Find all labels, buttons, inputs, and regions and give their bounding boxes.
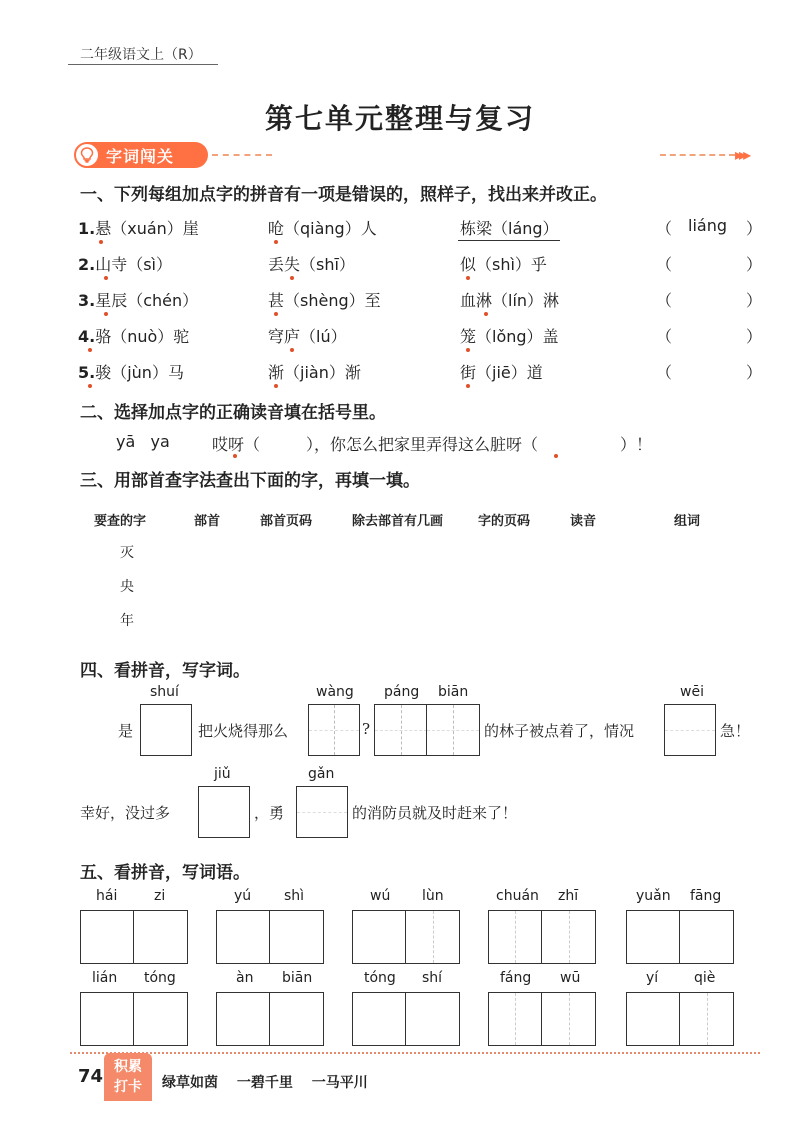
footer-divider — [70, 1052, 760, 1054]
emphasis-dot — [290, 276, 294, 280]
word-box-pair[interactable] — [80, 992, 188, 1046]
dash-divider-right — [660, 154, 735, 156]
emphasis-dot — [104, 276, 108, 280]
answer-blank-2[interactable] — [590, 430, 620, 450]
col-radical: 部首 — [194, 514, 221, 529]
pinyin: gǎn — [308, 766, 335, 782]
word-box-pair[interactable] — [216, 910, 324, 964]
word-box-pair[interactable] — [352, 992, 460, 1046]
page-title: 第七单元整理与复习 — [264, 102, 535, 135]
pinyin: wàng — [316, 684, 354, 700]
section-badge — [76, 142, 208, 168]
emphasis-dot — [484, 312, 488, 316]
write-box[interactable] — [308, 704, 360, 756]
word-box-pair[interactable] — [216, 992, 324, 1046]
dash-divider-left — [212, 154, 272, 156]
col-strokes: 除去部首有几画 — [352, 514, 444, 529]
answer-field[interactable] — [688, 252, 738, 272]
emphasis-dot — [274, 312, 278, 316]
item-c: 栋梁（láng） — [460, 219, 559, 238]
pinyin: shuí — [150, 684, 179, 700]
pinyin: páng — [384, 684, 420, 700]
word-box-pair[interactable] — [626, 992, 734, 1046]
word-box-pair[interactable] — [488, 992, 596, 1046]
pinyin: wēi — [680, 684, 704, 700]
header-divider — [68, 64, 218, 65]
emphasis-dot — [466, 348, 470, 352]
emphasis-dot — [466, 276, 470, 280]
section1-heading: 一、下列每组加点字的拼音有一项是错误的，照样子，找出来并改正。 — [80, 185, 607, 205]
write-box[interactable] — [140, 704, 192, 756]
col-reading: 读音 — [570, 514, 597, 529]
section2-heading: 二、选择加点字的正确读音填在括号里。 — [80, 403, 386, 423]
word-box-pair[interactable] — [352, 910, 460, 964]
emphasis-dot — [274, 384, 278, 388]
footer-idioms: 绿草如茵 一碧千里 一马平川 — [162, 1075, 368, 1091]
emphasis-dot — [99, 240, 103, 244]
emphasis-dot — [466, 384, 470, 388]
lookup-char: 灭 — [120, 545, 134, 561]
emphasis-dot — [104, 312, 108, 316]
answer-field[interactable] — [688, 324, 738, 344]
lookup-char: 年 — [120, 613, 134, 629]
lookup-char: 央 — [120, 579, 134, 595]
col-char-page: 字的页码 — [478, 514, 531, 529]
row-number: 1. — [78, 219, 96, 238]
pinyin-options: yā ya — [116, 432, 170, 451]
emphasis-dot — [233, 454, 237, 458]
section4-heading: 四、看拼音，写字词。 — [80, 661, 250, 681]
sentence-part-b: ），你怎么把家里弄得这么脏呀（ — [306, 435, 539, 454]
col-radical-page: 部首页码 — [260, 514, 313, 529]
emphasis-dot — [274, 240, 278, 244]
pinyin: biān — [438, 684, 469, 700]
sentence-part-a: 哎呀（ — [212, 435, 261, 454]
sentence-part-c: ）！ — [620, 435, 653, 454]
write-box[interactable] — [374, 704, 428, 756]
emphasis-dot — [88, 348, 92, 352]
daily-stamp: 积累 打卡 — [104, 1053, 152, 1101]
page-number: 74 — [78, 1066, 104, 1087]
answer-field[interactable] — [688, 288, 738, 308]
emphasis-dot — [88, 384, 92, 388]
col-char: 要查的字 — [94, 514, 147, 529]
write-box[interactable] — [296, 786, 348, 838]
answer-field[interactable] — [688, 360, 738, 380]
word-box-pair[interactable] — [626, 910, 734, 964]
badge-label: 字词闯关 — [106, 146, 175, 166]
book-tag: 二年级语文上（R） — [80, 47, 202, 63]
write-box[interactable] — [198, 786, 250, 838]
pinyin: jiǔ — [214, 766, 231, 782]
section3-heading: 三、用部首查字法查出下面的字，再填一填。 — [80, 471, 420, 491]
emphasis-dot — [554, 454, 558, 458]
write-box[interactable] — [664, 704, 716, 756]
word-box-pair[interactable] — [80, 910, 188, 964]
item-a: 悬（xuán）崖 — [95, 219, 199, 238]
emphasis-dot — [290, 348, 294, 352]
answer-blank-1[interactable] — [275, 430, 307, 450]
write-box[interactable] — [426, 704, 480, 756]
item-b: 呛（qiàng）人 — [268, 219, 377, 238]
answer-field[interactable]: liáng — [688, 216, 727, 235]
example-underline — [458, 240, 560, 241]
arrow-icon: ▸▸▸ — [735, 145, 748, 164]
col-words: 组词 — [674, 514, 701, 529]
lightbulb-icon — [74, 142, 100, 168]
section5-heading: 五、看拼音，写词语。 — [80, 863, 250, 883]
word-box-pair[interactable] — [488, 910, 596, 964]
